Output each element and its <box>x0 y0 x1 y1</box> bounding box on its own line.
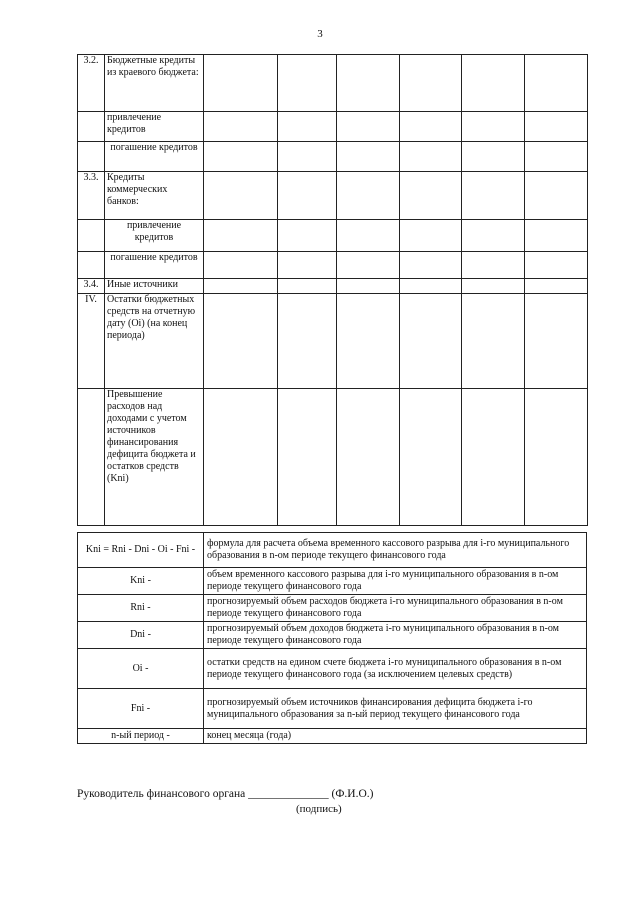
row-number <box>78 252 105 279</box>
row-label: погашение кредитов <box>105 252 204 279</box>
legend-row <box>78 729 587 744</box>
row-label: Превышение расходов над доходами с учетом источников финансирования дефицита бюджета и остатков средств (Kni) <box>105 389 204 526</box>
signature-line: Руководитель финансового органа ______________ (Ф.И.О.) <box>77 788 374 800</box>
row-number: 3.4. <box>78 279 105 294</box>
row-label: Остатки бюджетных средств на отчетную дату (Oi) (на конец периода) <box>105 294 204 389</box>
page-number: 3 <box>317 28 323 40</box>
row-label: Кредиты коммерческих банков: <box>105 172 204 220</box>
row-number: 3.3. <box>78 172 105 220</box>
signature-caption: (подпись) <box>296 803 342 815</box>
legend-symbol: Kni = Rni - Dni - Oi - Fni - <box>78 533 204 568</box>
legend-text: прогнозируемый объем источников финансирования дефицита бюджета i-го муниципального образования за n-ый период текущего финансового года <box>204 689 587 729</box>
legend-row <box>78 595 587 622</box>
legend-row <box>78 689 587 729</box>
row-number <box>78 389 105 526</box>
legend-text: объем временного кассового разрыва для i-го муниципального образования в n-ом периоде текущего финансового года <box>204 568 587 595</box>
row-label: привлечение кредитов <box>105 112 204 142</box>
table-row <box>78 252 588 279</box>
row-number <box>78 142 105 172</box>
legend-row <box>78 622 587 649</box>
legend-row <box>78 568 587 595</box>
table-row <box>78 220 588 252</box>
table-row <box>78 294 588 389</box>
table-row <box>78 55 588 112</box>
table-row <box>78 172 588 220</box>
row-number <box>78 112 105 142</box>
row-number: IV. <box>78 294 105 389</box>
row-number: 3.2. <box>78 55 105 112</box>
legend-symbol: Rni - <box>78 595 204 622</box>
legend-symbol: Dni - <box>78 622 204 649</box>
table-row <box>78 279 588 294</box>
legend-text: прогнозируемый объем доходов бюджета i-го муниципального образования в n-ом периоде текущего финансового года <box>204 622 587 649</box>
row-label: привлечение кредитов <box>105 220 204 252</box>
legend-symbol: n-ый период - <box>78 729 204 744</box>
row-label: Бюджетные кредиты из краевого бюджета: <box>105 55 204 112</box>
legend-symbol: Oi - <box>78 649 204 689</box>
formula-legend-table <box>77 532 587 744</box>
row-label: погашение кредитов <box>105 142 204 172</box>
table-row <box>78 112 588 142</box>
legend-symbol: Kni - <box>78 568 204 595</box>
budget-table <box>77 54 588 526</box>
row-number <box>78 220 105 252</box>
row-label: Иные источники <box>105 279 204 294</box>
table-row <box>78 389 588 526</box>
legend-text: остатки средств на едином счете бюджета i-го муниципального образования в n-ом периоде текущего финансового года (за исключением целевых средств) <box>204 649 587 689</box>
legend-row <box>78 649 587 689</box>
table-row <box>78 142 588 172</box>
legend-row <box>78 533 587 568</box>
legend-text: прогнозируемый объем расходов бюджета i-го муниципального образования в n-ом периоде текущего финансового года <box>204 595 587 622</box>
legend-symbol: Fni - <box>78 689 204 729</box>
legend-text: формула для расчета объема временного кассового разрыва для i-го муниципального образования в n-ом периоде текущего финансового года <box>204 533 587 568</box>
legend-text: конец месяца (года) <box>204 729 587 744</box>
